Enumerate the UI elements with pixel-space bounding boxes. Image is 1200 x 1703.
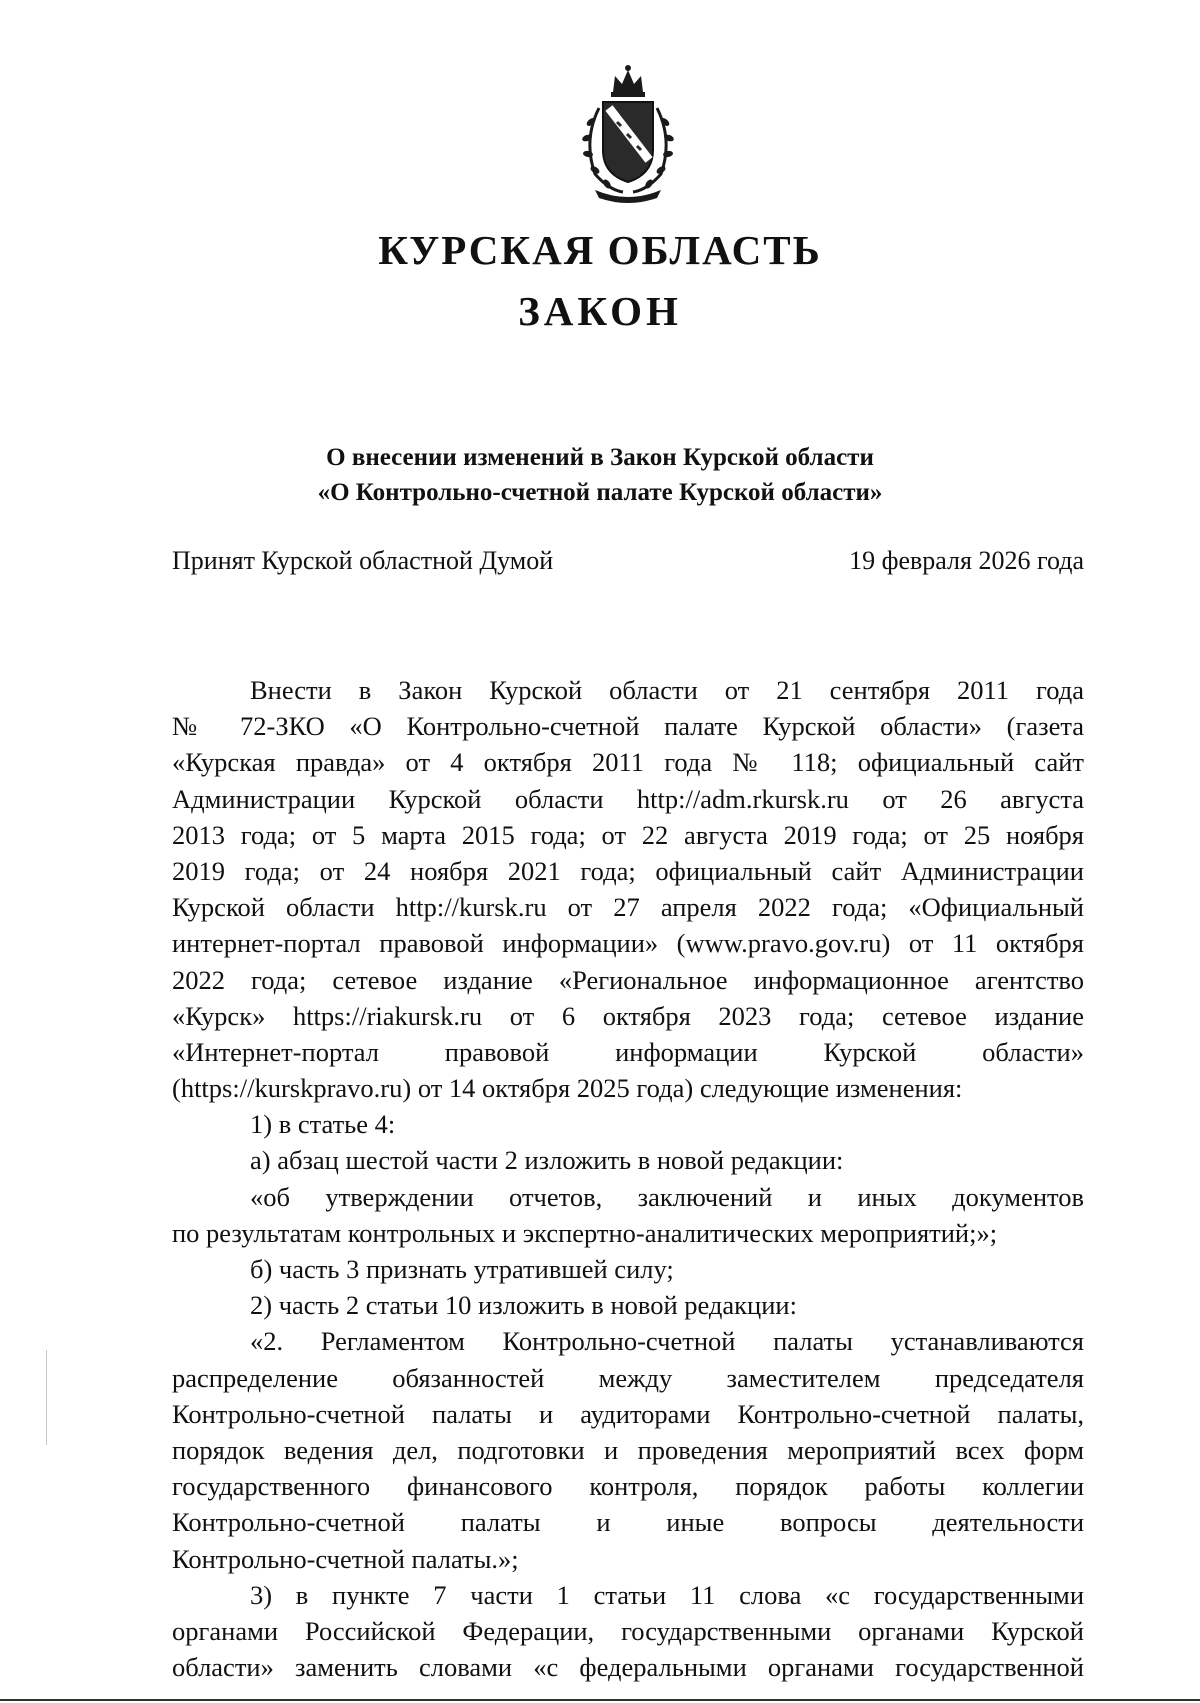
body-line: 2013 года; от 5 марта 2015 года; от 22 августа 2019 года; от 25 ноября (172, 819, 1084, 850)
body-line: «Курская правда» от 4 октября 2011 года № 118; официальный сайт (172, 747, 1084, 778)
body-line: (https://kurskpravo.ru) от 14 октября 2025 года) следующие изменения: (172, 1073, 963, 1104)
coat-of-arms-icon (565, 62, 691, 204)
law-body (172, 672, 1084, 1685)
law-title-line-1: О внесении изменений в Закон Курской области (326, 444, 874, 471)
law-title-line-2: «О Контрольно-счетной палате Курской области» (317, 479, 883, 506)
body-line: распределение обязанностей между заместителем председателя (172, 1362, 1084, 1393)
adopted-by: Принят Курской областной Думой (172, 546, 554, 575)
body-line: Внести в Закон Курской области от 21 сентября 2011 года (250, 675, 1084, 705)
body-line: 2) часть 2 статьи 10 изложить в новой редакции: (250, 1290, 797, 1321)
body-line: 2022 года; сетевое издание «Региональное информационное агентство (172, 964, 1084, 995)
body-line: интернет-портал правовой информации» (www.pravo.gov.ru) от 11 октября (172, 928, 1084, 959)
body-line: № 72-ЗКО «О Контрольно-счетной палате Курской области» (газета (172, 711, 1084, 742)
body-line: «2. Регламентом Контрольно-счетной палаты устанавливаются (250, 1326, 1084, 1357)
body-line: по результатам контрольных и экспертно-аналитических мероприятий;»; (172, 1217, 998, 1248)
body-line: «об утверждении отчетов, заключений и иных документов (250, 1181, 1084, 1212)
region-heading: КУРСКАЯ ОБЛАСТЬ (378, 227, 822, 273)
body-line: «Курск» https://riakursk.ru от 6 октября 2023 года; сетевое издание (172, 1000, 1084, 1031)
body-line: порядок ведения дел, подготовки и проведения мероприятий всех форм (172, 1434, 1084, 1465)
adoption-line (172, 544, 1084, 578)
body-line: Контрольно-счетной палаты и иные вопросы деятельности (172, 1507, 1084, 1538)
body-line: Администрации Курской области http://adm.rkursk.ru от 26 августа (172, 783, 1084, 814)
body-line: б) часть 3 признать утратившей силу; (250, 1254, 674, 1284)
body-line: органами Российской Федерации, государственными органами Курской (172, 1615, 1084, 1646)
body-line: 3) в пункте 7 части 1 статьи 11 слова «с государственными (250, 1579, 1084, 1610)
body-line: государственного финансового контроля, порядок работы коллегии (172, 1471, 1084, 1502)
body-line: а) абзац шестой части 2 изложить в новой редакции: (250, 1145, 844, 1176)
scan-margin-mark (46, 1350, 47, 1445)
document-type-heading: ЗАКОН (518, 288, 682, 334)
body-line: 1) в статье 4: (250, 1109, 396, 1140)
law-title (0, 440, 1200, 510)
body-line: Курской области http://kursk.ru от 27 апреля 2022 года; «Официальный (172, 892, 1084, 923)
body-line: Контрольно-счетной палаты и аудиторами Контрольно-счетной палаты, (172, 1398, 1084, 1429)
body-line: области» заменить словами «с федеральными органами государственной (172, 1652, 1084, 1683)
scan-bottom-edge (0, 1699, 1200, 1701)
body-line: «Интернет-портал правовой информации Курской области» (172, 1036, 1084, 1067)
body-line: 2019 года; от 24 ноября 2021 года; официальный сайт Администрации (172, 855, 1084, 886)
body-line: Контрольно-счетной палаты.»; (172, 1543, 519, 1574)
adoption-date: 19 февраля 2026 года (849, 546, 1084, 575)
